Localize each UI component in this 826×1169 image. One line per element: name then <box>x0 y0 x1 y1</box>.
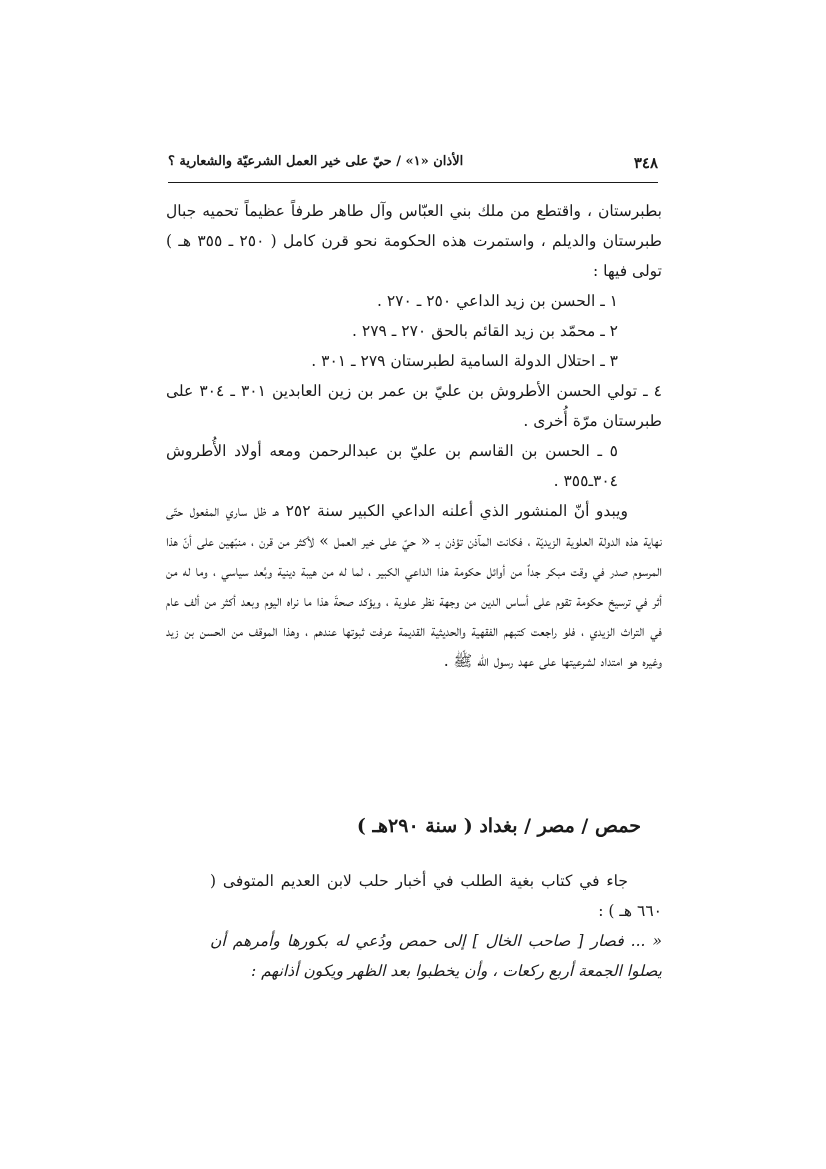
quote-text: « ... فصار [ صاحب الخال ] إلى حمص ودُعي له بكورها وأمرهم أن يصلوا الجمعة أربع ركعات ، وأن يخطبوا بعد الظهر ويكون أذانهم : <box>210 932 662 980</box>
running-title: الأذان «١» / حيّ على خير العمل الشرعيّة والشعارية ؟ <box>168 154 464 169</box>
analysis-paragraph: ويبدو أنّ المنشور الذي أعلنه الداعي الكبير سنة ٢٥٢ هـ ظل ساري المفعول حتّى نهاية هذه الدولة العلوية الزيديّة ، فكانت المآذن تؤذن بـ « حيّ على خير العمل » لأكثر من قرن ، منبّهين على أنّ هذا المرسوم صدر في وقت مبكر جداً من أوائل حكومة هذا الداعي الكبير ، لما له من هيبة دينية وبُعد سياسي ، وما له من أثر في ترسيخ حكومة تقوم على أساس الدين من وجهة نظر علوية ، ويؤكد صحةَ هذا ما نراه اليوم وبعد أكثر من ألف عام في التراث الزيدي ، فلو راجعت كتبهم الفقهية والحديثية القديمة عرفت ثبوتها عندهم ، وهذا الموقف من الحسن بن زيد وغيره هو امتداد لشرعيتها على عهد رسول الله ﷺ . <box>166 502 662 670</box>
quote-block <box>210 866 662 986</box>
quote-intro: جاء في كتاب بغية الطلب في أخبار حلب لابن العديم المتوفى ( ٦٦٠ هـ ) : <box>210 872 662 920</box>
ruler-item: ٤ ـ تولي الحسن الأطروش بن عليّ بن عمر بن زين العابدين ٣٠١ ـ ٣٠٤ على طبرستان مرّة أُخرى . <box>166 382 662 430</box>
intro-paragraph: بطبرستان ، واقتطع من ملك بني العبّاس وآل طاهر طرفاً عظيماً تحميه جبال طبرستان والديلم ، واستمرت هذه الحكومة نحو قرن كامل ( ٢٥٠ ـ ٣٥٥ هـ ) تولى فيها : <box>166 202 662 280</box>
ruler-item: ٣ ـ احتلال الدولة السامية لطبرستان ٢٧٩ ـ ٣٠١ . <box>311 352 618 370</box>
page-header <box>168 150 658 183</box>
ruler-item: ٢ ـ محمّد بن زيد القائم بالحق ٢٧٠ ـ ٢٧٩ . <box>352 322 618 340</box>
page-number: ٣٤٨ <box>633 154 658 172</box>
ruler-item: ٥ ـ الحسن بن القاسم بن عليّ بن عبدالرحمن ومعه أولاد الأُطروش ٣٠٤ـ٣٥٥ . <box>166 442 618 490</box>
ruler-item: ١ ـ الحسن بن زيد الداعي ٢٥٠ ـ ٢٧٠ . <box>376 292 618 310</box>
body-text <box>166 196 662 676</box>
section-heading: حمص / مصر / بغداد ( سنة ٢٩٠هـ ) <box>356 815 641 837</box>
